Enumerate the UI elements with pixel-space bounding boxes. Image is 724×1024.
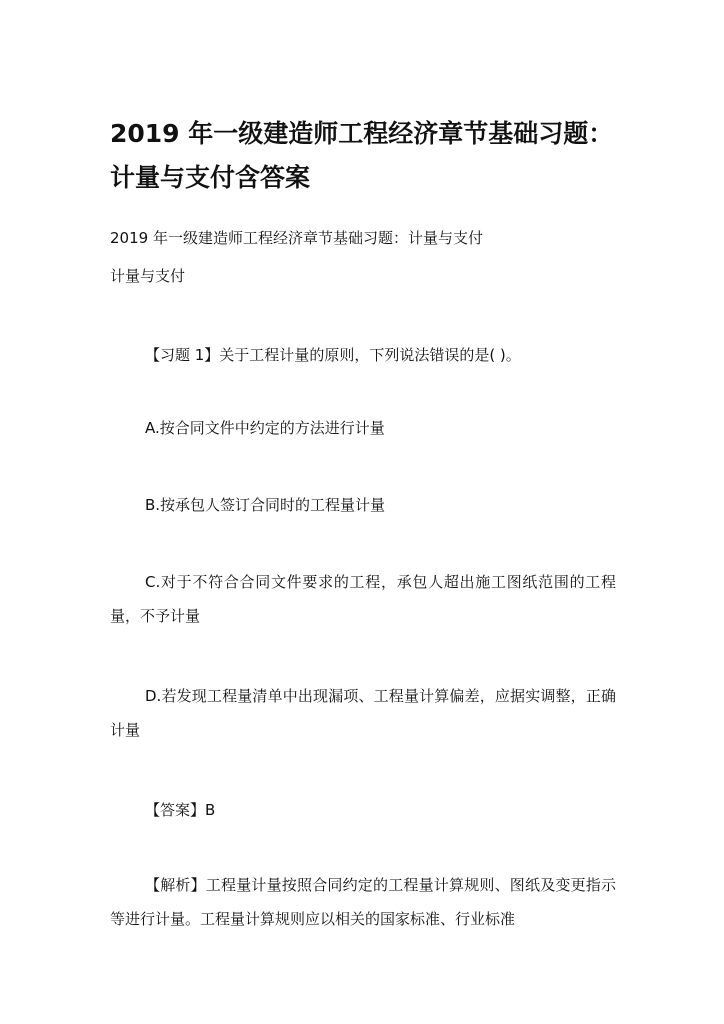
option-c: C.对于不符合合同文件要求的工程，承包人超出施工图纸范围的工程量，不予计量 bbox=[110, 573, 616, 625]
explanation-text: 【解析】工程量计量按照合同约定的工程量计算规则、图纸及变更指示等进行计量。工程量计算规则应以相关的国家标准、行业标准 bbox=[110, 876, 616, 928]
option-d: D.若发现工程量清单中出现漏项、工程量计算偏差，应据实调整，正确计量 bbox=[110, 687, 616, 739]
option-b: B.按承包人签订合同时的工程量计量 bbox=[145, 496, 386, 514]
question-text: 【习题 1】关于工程计量的原则，下列说法错误的是( )。 bbox=[145, 346, 521, 364]
option-a: A.按合同文件中约定的方法进行计量 bbox=[145, 419, 385, 437]
document-title: 2019 年一级建造师工程经济章节基础习题：计量与支付含答案 bbox=[110, 119, 614, 192]
document-subtitle: 2019 年一级建造师工程经济章节基础习题：计量与支付 bbox=[110, 229, 483, 247]
section-heading: 计量与支付 bbox=[110, 267, 186, 285]
answer-text: 【答案】B bbox=[145, 801, 216, 819]
